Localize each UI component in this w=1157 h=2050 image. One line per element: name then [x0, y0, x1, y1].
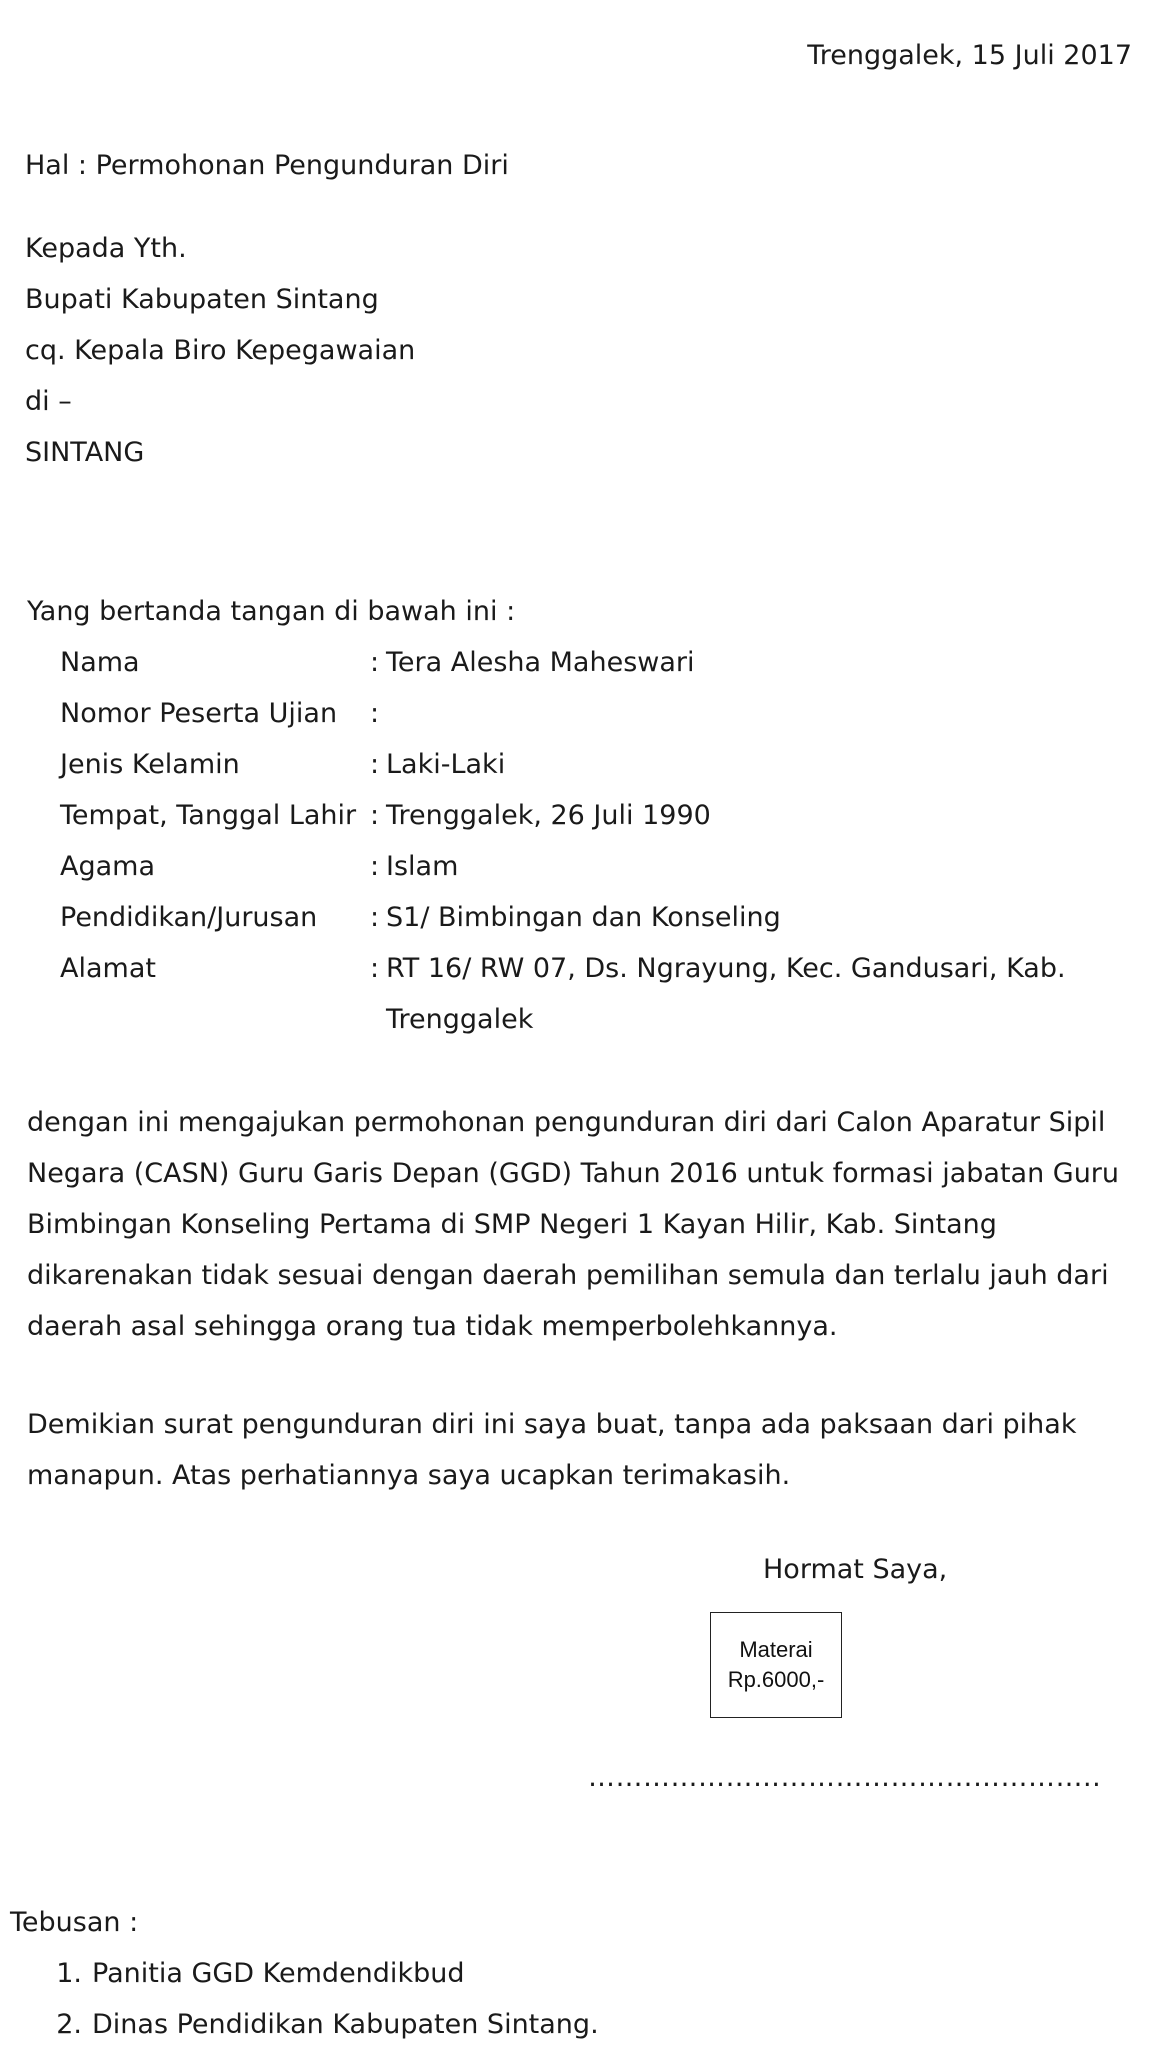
cc-item-text: Panitia GGD Kemdendikbud — [92, 1958, 465, 1989]
closing-salutation: Hormat Saya, — [763, 1554, 948, 1585]
recipient-line: di – — [25, 386, 72, 417]
identity-row-gender — [60, 739, 1066, 790]
identity-separator: : — [370, 902, 380, 933]
recipient-line: Kepada Yth. — [25, 233, 187, 264]
identity-label: Tempat, Tanggal Lahir — [60, 800, 357, 831]
identity-table — [60, 637, 1066, 1045]
cc-item-number: 1. — [56, 1958, 82, 1989]
identity-row-address-cont — [60, 994, 1066, 1045]
identity-row-exam-number — [60, 688, 1066, 739]
identity-separator: : — [370, 953, 380, 984]
identity-value: Islam — [386, 851, 459, 882]
stamp-amount: Rp.6000,- — [727, 1667, 825, 1692]
identity-label: Nama — [60, 647, 140, 678]
body-paragraph-1: dengan ini mengajukan permohonan pengunduran diri dari Calon Aparatur Sipil Negara (CASN) Guru Garis Depan (GGD) Tahun 2016 untuk formasi jabatan Guru Bimbingan Konseling Pertama di SMP Negeri 1 Kayan Hilir, Kab. Sintang dikarenakan tidak sesuai dengan daerah pemilihan semula dan terlalu jauh dari daerah asal sehingga orang tua tidak memperbolehkannya. — [27, 1107, 1120, 1342]
identity-row-religion — [60, 841, 1066, 892]
identity-label: Agama — [60, 851, 156, 882]
identity-value: Laki-Laki — [386, 749, 506, 780]
identity-separator: : — [370, 851, 380, 882]
intro-line: Yang bertanda tangan di bawah ini : — [27, 596, 516, 627]
body-paragraph-2: Demikian surat pengunduran diri ini saya buat, tanpa ada paksaan dari pihak manapun. Atas perhatiannya saya ucapkan terimakasih. — [27, 1409, 1077, 1491]
cc-item — [10, 1999, 599, 2050]
identity-value: RT 16/ RW 07, Ds. Ngrayung, Kec. Gandusari, Kab. — [386, 953, 1066, 984]
cc-item-number: 2. — [56, 2009, 82, 2040]
identity-label: Alamat — [60, 953, 156, 984]
identity-row-address — [60, 943, 1066, 994]
letter-date: Trenggalek, 15 Juli 2017 — [807, 40, 1132, 71]
cc-title: Tebusan : — [10, 1907, 139, 1938]
letter-subject: Hal : Permohonan Pengunduran Diri — [25, 150, 509, 181]
identity-value — [386, 688, 1066, 739]
identity-separator-empty — [370, 994, 386, 1045]
identity-separator: : — [370, 698, 380, 729]
stamp-label: Materai — [739, 1637, 813, 1662]
identity-separator: : — [370, 800, 380, 831]
identity-value: Trenggalek, 26 Juli 1990 — [386, 800, 711, 831]
identity-value: S1/ Bimbingan dan Konseling — [386, 902, 781, 933]
identity-label-empty — [60, 994, 370, 1045]
recipient-line: SINTANG — [25, 437, 145, 468]
identity-row-name — [60, 637, 1066, 688]
identity-label: Jenis Kelamin — [60, 749, 240, 780]
identity-value-continued: Trenggalek — [386, 1004, 534, 1035]
identity-row-education — [60, 892, 1066, 943]
identity-label: Pendidikan/Jurusan — [60, 902, 318, 933]
identity-row-birth — [60, 790, 1066, 841]
cc-item-text: Dinas Pendidikan Kabupaten Sintang. — [92, 2009, 599, 2040]
stamp-duty-box — [710, 1612, 842, 1718]
identity-separator: : — [370, 749, 380, 780]
recipient-line: cq. Kepala Biro Kepegawaian — [25, 335, 416, 366]
identity-label: Nomor Peserta Ujian — [60, 698, 338, 729]
recipient-line: Bupati Kabupaten Sintang — [25, 284, 379, 315]
recipient-block — [25, 223, 415, 478]
identity-separator: : — [370, 647, 380, 678]
signature-line: ……………………………………………….. — [588, 1762, 1102, 1793]
cc-list — [10, 1948, 599, 2050]
identity-value: Tera Alesha Maheswari — [386, 647, 695, 678]
cc-item — [10, 1948, 599, 1999]
